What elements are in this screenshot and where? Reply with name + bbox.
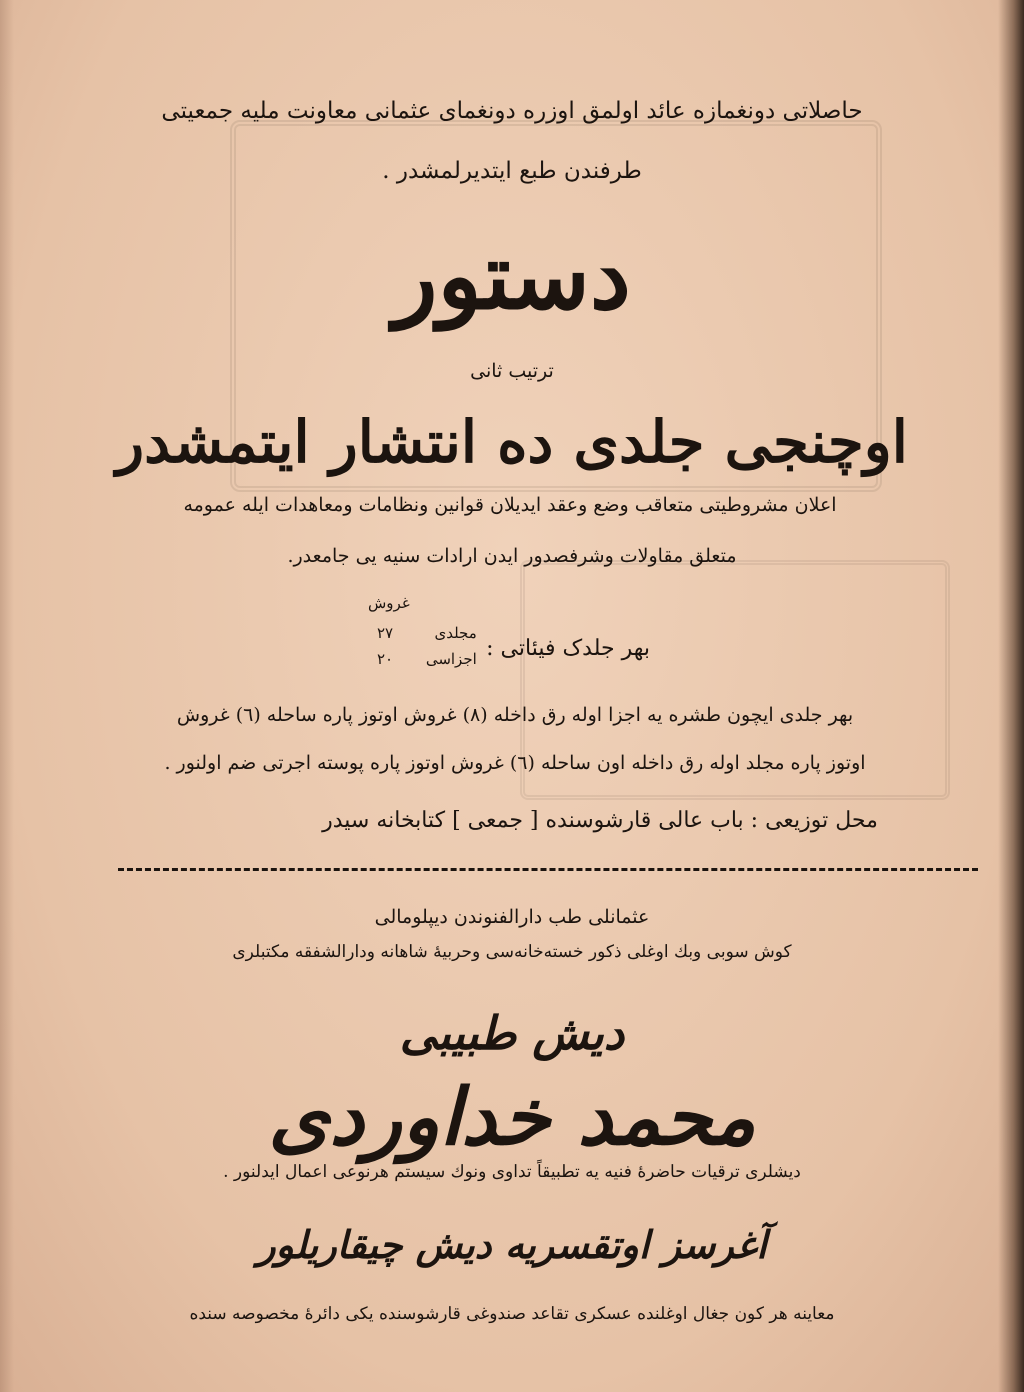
advert-methods: دیشلری ترقیات حاضرهٔ فنیه یه تطبیقاً تداوی ونوك سیستم هرنوعی اعمال ایدلنور .	[223, 1162, 801, 1182]
price-row-value: ٢٠	[376, 650, 394, 668]
distribution-line: محل توزیعی : باب عالی قارشوسنده [ جمعی ] کتابخانه سیدر	[322, 808, 878, 833]
advert-clinics: کوش سوبی وبك اوغلی ذکور خستەخانەسی وحربیهٔ شاهانه ودارالشفقه مکتبلری	[232, 942, 792, 962]
volume-notice: اوچنجی جلدی ده انتشار ایتمشدر	[116, 408, 908, 476]
advert-address: معاینه هر کون جغال اوغلنده عسکری تقاعد صندوغی قارشوسنده یکی دائرهٔ مخصوصه سنده	[189, 1304, 835, 1324]
price-row	[360, 624, 477, 642]
price-row-value: ٢٧	[376, 624, 394, 642]
advert-name: محمد خداوردی	[268, 1072, 756, 1163]
page-right-edge	[998, 0, 1024, 1392]
postage-line-1: بهر جلدی ایچون طشره یه اجزا اوله رق داخله (٨) غروش اوتوز پاره ساحله (٦) غروش	[176, 704, 854, 726]
edition-label: ترتیب ثانی	[470, 360, 554, 382]
currency-label: غروش	[368, 594, 410, 612]
book-title: دستور	[393, 222, 631, 330]
advert-specialty: آغرسز اوتقسریه دیش چیقاریلور	[257, 1222, 767, 1267]
intro-line-1: حاصلاتی دونغمازه عائد اولمق اوزره دونغمای عثمانی معاونت ملیه جمعیتی	[161, 98, 863, 124]
advert-diploma: عثمانلی طب دارالفنوندن دیپلومالی	[374, 906, 650, 928]
price-label: بهر جلدک فیئاتی :	[486, 636, 650, 661]
description-line-1: اعلان مشروطیتی متعاقب وضع وعقد ایدیلان قوانین ونظامات ومعاهدات ایله عمومه	[183, 494, 837, 516]
intro-line-2: طرفندن طبع ایتدیرلمشدر .	[382, 158, 642, 184]
price-table	[360, 622, 650, 678]
page-left-edge	[0, 0, 14, 1392]
price-row	[360, 650, 477, 668]
price-row-name: مجلدی	[434, 624, 477, 642]
postage-line-2: اوتوز پاره مجلد اوله رق داخله اون ساحله (٦) غروش اوتوز پاره پوسته اجرتی ضم اولنور .	[164, 752, 866, 774]
description-line-2: متعلق مقاولات وشرفصدور ایدن ارادات سنیه یی جامعدر.	[287, 545, 737, 567]
price-row-name: اجزاسی	[425, 650, 477, 668]
advert-profession: دیش طبیبی	[399, 1006, 625, 1060]
dashed-divider	[118, 868, 978, 871]
